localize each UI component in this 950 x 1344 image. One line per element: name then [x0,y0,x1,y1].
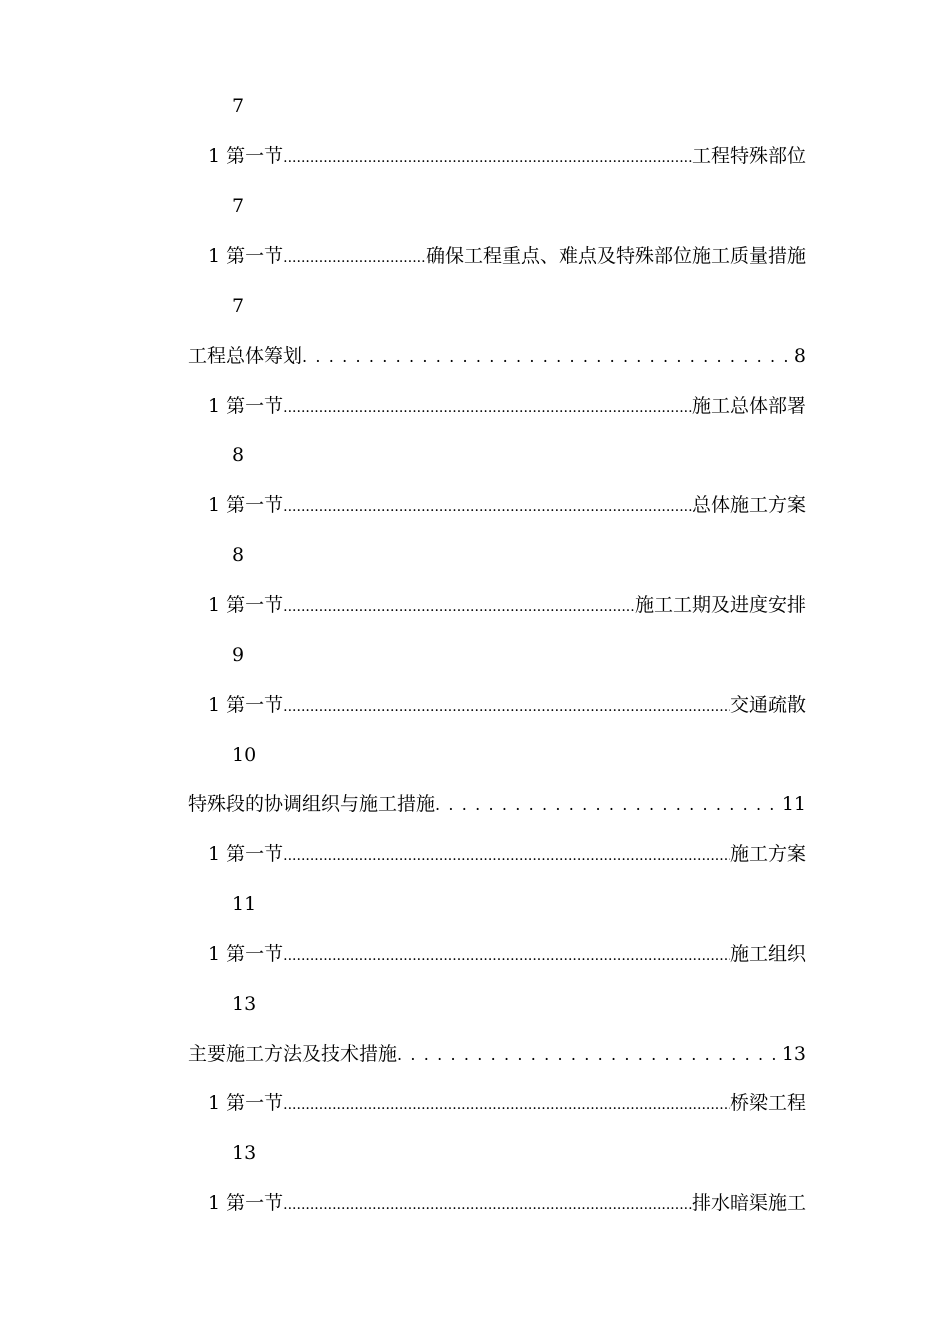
toc-page-number: 7 [232,95,245,117]
dot-leader [283,242,426,272]
chapter-page-number: 13 [781,1043,806,1065]
section-label: 1 第一节 [208,1192,284,1214]
toc-chapter-entry[interactable] [188,790,806,818]
section-label: 1 第一节 [208,1092,284,1114]
section-label: 1 第一节 [208,494,284,516]
dot-leader [283,940,730,970]
section-label: 1 第一节 [208,694,284,716]
section-label: 1 第一节 [208,245,284,267]
dot-leader [283,840,730,870]
toc-page-number: 13 [232,993,257,1015]
dot-leader [283,1189,692,1219]
chapter-title: 工程总体筹划 [188,345,303,367]
toc-chapter-entry[interactable] [188,1040,806,1068]
section-label: 1 第一节 [208,843,284,865]
section-title: 施工组织 [729,943,806,965]
chapter-page-number: 11 [781,793,806,815]
toc-section-entry[interactable] [208,840,806,868]
dot-leader [283,491,692,521]
section-label: 1 第一节 [208,594,284,616]
toc-page-number: 7 [232,195,245,217]
dot-leader [302,342,794,371]
toc-section-entry[interactable] [208,142,806,170]
chapter-title: 特殊段的协调组织与施工措施 [188,793,436,815]
toc-section-entry[interactable] [208,591,806,619]
dot-leader [283,142,692,172]
toc-page-number: 13 [232,1142,257,1164]
toc-page-number: 10 [232,744,257,766]
toc-section-entry[interactable] [208,1089,806,1117]
toc-section-entry[interactable] [208,691,806,719]
dot-leader [283,591,635,621]
section-title: 交通疏散 [729,694,806,716]
toc-chapter-entry[interactable] [188,342,806,370]
toc-page-number: 8 [232,444,245,466]
dot-leader [435,790,782,819]
chapter-title: 主要施工方法及技术措施 [188,1043,398,1065]
section-title: 施工方案 [729,843,806,865]
toc-page-number: 7 [232,295,245,317]
toc-section-entry[interactable] [208,491,806,519]
section-label: 1 第一节 [208,145,284,167]
toc-section-entry[interactable] [208,392,806,420]
chapter-page-number: 8 [793,345,806,367]
toc-section-entry[interactable] [208,1189,806,1217]
toc-section-entry[interactable] [208,940,806,968]
dot-leader [283,691,730,721]
section-title: 确保工程重点、难点及特殊部位施工质量措施 [425,245,806,267]
toc-page-number: 9 [232,644,245,666]
section-title: 施工工期及进度安排 [634,594,806,616]
dot-leader [397,1040,782,1069]
section-title: 排水暗渠施工 [691,1192,806,1214]
section-title: 工程特殊部位 [691,145,806,167]
dot-leader [283,392,692,422]
toc-page-number: 8 [232,544,245,566]
section-label: 1 第一节 [208,395,284,417]
section-title: 总体施工方案 [691,494,806,516]
section-title: 桥梁工程 [729,1092,806,1114]
toc-section-entry[interactable] [208,242,806,270]
dot-leader [283,1089,730,1119]
section-title: 施工总体部署 [691,395,806,417]
toc-page-number: 11 [232,893,257,915]
section-label: 1 第一节 [208,943,284,965]
